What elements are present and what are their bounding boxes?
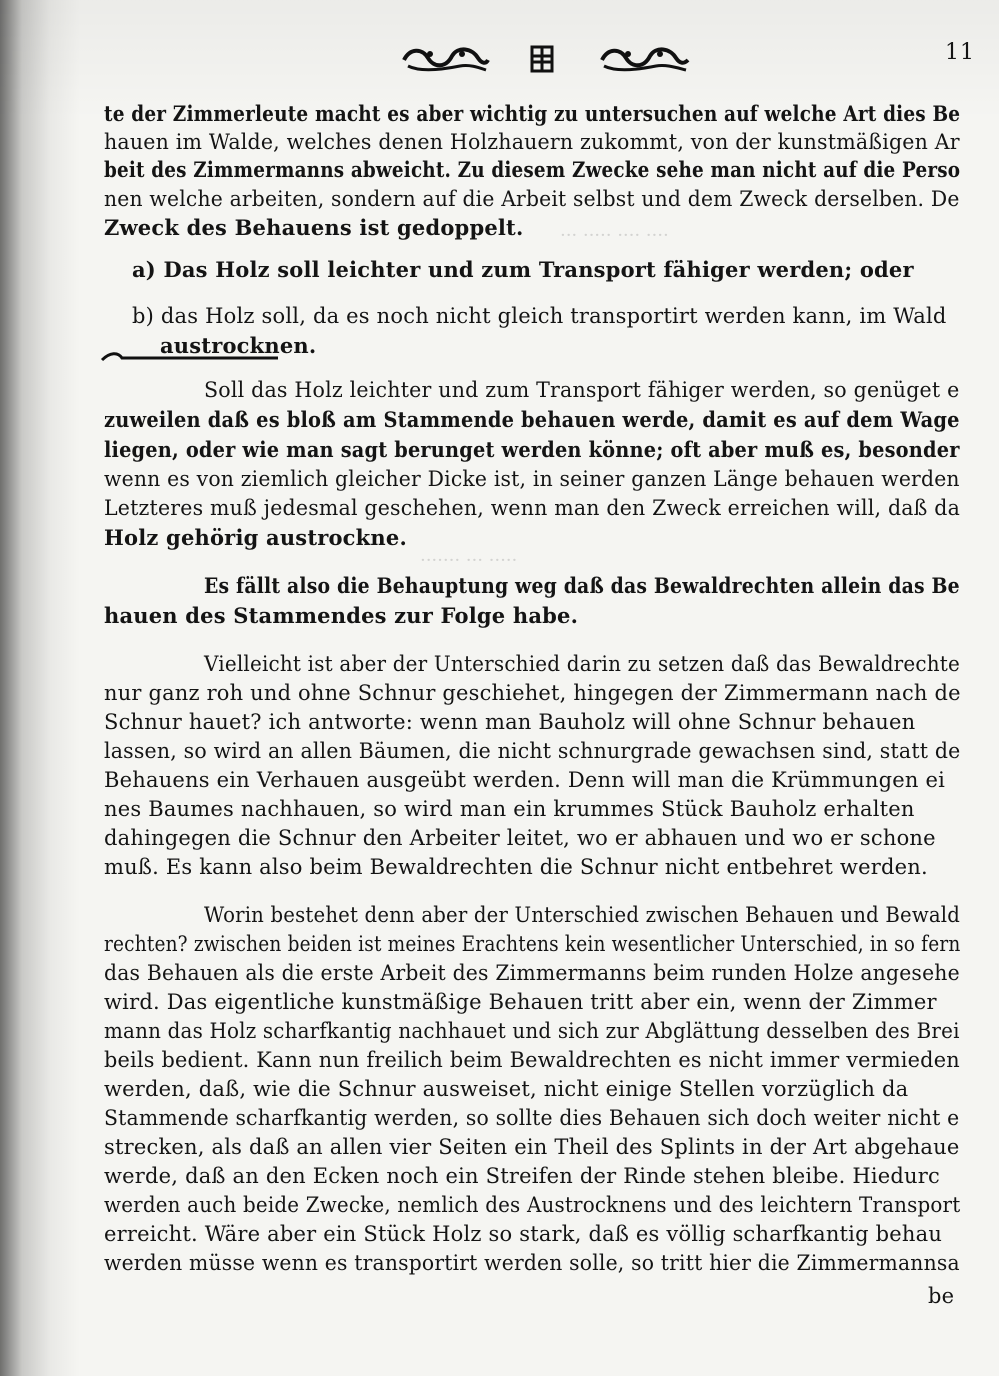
- paragraph-start: Vielleicht ist aber der Unterschied darin zu setzen daß das Bewaldrechte: [204, 652, 961, 676]
- text-line: Holz gehörig austrockne.: [104, 525, 407, 550]
- left-ornament-icon: [400, 44, 490, 74]
- list-item-a: a) Das Holz soll leichter und zum Transport fähiger werden; oder: [132, 257, 914, 282]
- text-line: lassen, so wird an allen Bäumen, die nicht schnurgrade gewachsen sind, statt de: [104, 739, 961, 763]
- text-line: das Behauen als die erste Arbeit des Zimmermanns beim runden Holze angesehe: [104, 961, 960, 985]
- text-line: Schnur hauet? ich antworte: wenn man Bauholz will ohne Schnur behauen: [104, 710, 916, 734]
- catchword: be: [928, 1284, 955, 1308]
- text-line: muß. Es kann also beim Bewaldrechten die Schnur nicht entbehret werden.: [104, 855, 928, 879]
- text-line: te der Zimmerleute macht es aber wichtig zu untersuchen auf welche Art dies Be: [104, 101, 961, 126]
- text-line: werden auch beide Zwecke, nemlich des Austrocknens und des leichtern Transport: [104, 1193, 961, 1217]
- text-line: liegen, oder wie man sagt berunget werden könne; oft aber muß es, besonder: [104, 437, 960, 462]
- text-line: beils bedient. Kann nun freilich beim Bewaldrechten es nicht immer vermieden: [104, 1048, 960, 1072]
- text-line: Letzteres muß jedesmal geschehen, wenn man den Zweck erreichen will, daß da: [104, 496, 961, 520]
- page-number: 11: [945, 40, 975, 65]
- page-header-ornament: [400, 44, 690, 80]
- text-line: Behauens ein Verhauen ausgeübt werden. Denn will man die Krümmungen ei: [104, 768, 946, 792]
- text-line: erreicht. Wäre aber ein Stück Holz so stark, daß es völlig scharfkantig behau: [104, 1222, 943, 1246]
- text-line: Stammende scharfkantig werden, so sollte dies Behauen sich doch weiter nicht e: [104, 1106, 960, 1130]
- text-line: dahingegen die Schnur den Arbeiter leitet, wo er abhauen und wo er schone: [104, 826, 936, 850]
- text-line: nur ganz roh und ohne Schnur geschiehet, hingegen der Zimmermann nach de: [104, 681, 961, 705]
- text-line: strecken, als daß an allen vier Seiten ein Theil des Splints in der Art abgehaue: [104, 1135, 960, 1159]
- paragraph-start: Es fällt also die Behauptung weg daß das Bewaldrechten allein das Be: [204, 573, 960, 598]
- text-line: werde, daß an den Ecken noch ein Streifen der Rinde stehen bleibe. Hiedurc: [104, 1164, 940, 1188]
- text-line: austrocknen.: [160, 333, 317, 358]
- text-line: wenn es von ziemlich gleicher Dicke ist, in seiner ganzen Länge behauen werden: [104, 467, 960, 491]
- text-line: Zweck des Behauens ist gedoppelt.: [104, 215, 524, 240]
- text-line: werden müsse wenn es transportirt werden solle, so tritt hier die Zimmermannsa: [104, 1251, 960, 1275]
- show-through-text: ····· ··· ·······: [420, 550, 518, 571]
- paragraph-start: Soll das Holz leichter und zum Transport fähiger werden, so genüget e: [204, 378, 960, 402]
- text-line: nes Baumes nachhauen, so wird man ein krummes Stück Bauholz erhalten: [104, 797, 915, 821]
- text-line: wird. Das eigentliche kunstmäßige Behauen tritt aber ein, wenn der Zimmer: [104, 990, 937, 1014]
- list-item-b: b) das Holz soll, da es noch nicht gleich transportirt werden kann, im Wald: [132, 304, 947, 328]
- text-line: nen welche arbeiten, sondern auf die Arbeit selbst und dem Zweck derselben. De: [104, 187, 960, 211]
- text-line: hauen des Stammendes zur Folge habe.: [104, 603, 579, 628]
- text-line: beit des Zimmermanns abweicht. Zu diesem Zwecke sehe man nicht auf die Perso: [104, 157, 961, 182]
- text-line: hauen im Walde, welches denen Holzhauern zukommt, von der kunstmäßigen Ar: [104, 130, 960, 154]
- show-through-text: ···· ···· ····· ···: [560, 225, 669, 246]
- text-line: werden, daß, wie die Schnur ausweiset, nicht einige Stellen vorzüglich da: [104, 1077, 909, 1101]
- center-ornament-icon: [528, 44, 556, 74]
- right-ornament-icon: [600, 44, 690, 74]
- paragraph-start: Worin bestehet denn aber der Unterschied zwischen Behauen und Bewald: [204, 903, 961, 927]
- text-line: rechten? zwischen beiden ist meines Erachtens kein wesentlicher Unterschied, in so fern: [104, 932, 961, 956]
- text-line: zuweilen daß es bloß am Stammende behauen werde, damit es auf dem Wage: [104, 407, 960, 432]
- text-line: mann das Holz scharfkantig nachhauet und sich zur Abglättung desselben des Brei: [104, 1019, 960, 1043]
